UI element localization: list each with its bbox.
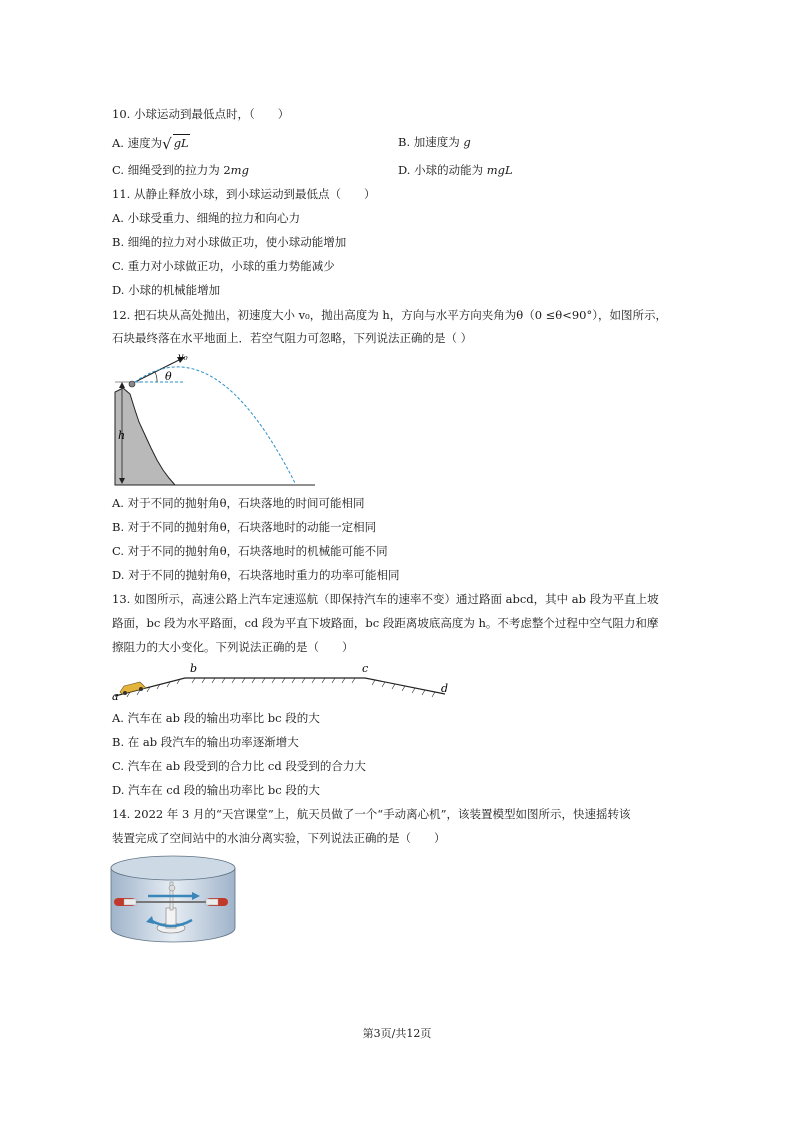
q13-option-d: D. 汽车在 cd 段的输出功率比 bc 段的大	[112, 783, 320, 797]
q10-option-a-prefix: A. 速度为	[112, 136, 163, 150]
q10-stem: 10. 小球运动到最低点时，（ ）	[112, 107, 290, 121]
q10-option-c-prefix: C. 细绳受到的拉力为 2	[112, 163, 231, 177]
q11-option-a: A. 小球受重力、细绳的拉力和向心力	[112, 211, 301, 225]
label-b: b	[190, 662, 198, 675]
q10-option-d	[398, 162, 513, 178]
q13-option-a: A. 汽车在 ab 段的输出功率比 bc 段的大	[112, 711, 320, 725]
sqrt-symbol: √	[162, 135, 172, 153]
q12-option-c: C. 对于不同的抛射角θ，石块落地时的机械能可能不同	[112, 544, 388, 558]
car-icon	[120, 682, 146, 695]
q10-option-b-var: g	[463, 135, 471, 149]
q13-stem-line1: 13. 如图所示，高速公路上汽车定速巡航（即保持汽车的速率不变）通过路面 abcd，其中 ab 段为平直上坡	[112, 592, 659, 606]
label-theta: θ	[165, 370, 172, 383]
q10-option-d-var: mgL	[486, 163, 513, 177]
q11-option-b: B. 细绳的拉力对小球做正功，使小球动能增加	[112, 235, 347, 249]
q10-option-b	[398, 134, 471, 150]
q10-option-d-prefix: D. 小球的动能为	[398, 163, 487, 177]
q13-stem-line3: 擦阻力的大小变化。下列说法正确的是（ ）	[112, 640, 354, 654]
q10-option-a	[112, 134, 190, 152]
label-c: c	[362, 662, 369, 675]
page-number: 第3页/共12页	[362, 1027, 432, 1040]
projectile-figure	[105, 350, 325, 492]
label-a: a	[112, 690, 119, 703]
q10-option-b-prefix: B. 加速度为	[398, 135, 464, 149]
q13-option-c: C. 汽车在 ab 段受到的合力比 cd 段受到的合力大	[112, 759, 366, 773]
q12-option-a: A. 对于不同的抛射角θ，石块落地的时间可能相同	[112, 496, 365, 510]
label-h: h	[118, 429, 126, 442]
label-d: d	[441, 682, 449, 695]
centrifuge-figure	[108, 852, 238, 944]
q11-stem: 11. 从静止释放小球，到小球运动到最低点（ ）	[112, 187, 376, 201]
q12-option-d: D. 对于不同的抛射角θ，石块落地时重力的功率可能相同	[112, 568, 400, 582]
q14-stem-line2: 装置完成了空间站中的水油分离实验，下列说法正确的是（ ）	[112, 831, 446, 845]
q13-stem-line2: 路面，bc 段为水平路面，cd 段为平直下坡路面，bc 段距离坡底高度为 h。不考虑整个过程中空气阻力和摩	[112, 616, 659, 630]
q13-option-b: B. 在 ab 段汽车的输出功率逐渐增大	[112, 735, 299, 749]
q12-option-b: B. 对于不同的抛射角θ，石块落地时的动能一定相同	[112, 520, 377, 534]
velocity-arrow	[137, 358, 183, 381]
q11-option-c: C. 重力对小球做正功，小球的重力势能减少	[112, 259, 335, 273]
stone	[129, 381, 135, 387]
q10-option-c-var: mg	[230, 163, 249, 177]
q10-option-c	[112, 162, 249, 178]
label-v0: v₀	[178, 352, 188, 363]
road-figure	[110, 660, 460, 702]
q11-option-d: D. 小球的机械能增加	[112, 283, 221, 297]
q12-stem-line2: 石块最终落在水平地面上．若空气阻力可忽略，下列说法正确的是（ ）	[112, 331, 473, 345]
q10-option-a-root: gL	[173, 136, 189, 150]
q12-stem-line1: 12. 把石块从高处抛出，初速度大小 v₀，抛出高度为 h，方向与水平方向夹角为θ（0 ≤θ<90°），如图所示，	[112, 308, 667, 322]
road-profile	[115, 678, 445, 696]
q14-stem-line1: 14. 2022 年 3 月的“天宫课堂”上，航天员做了一个“手动离心机”，该装置模型如图所示，快速摇转该	[112, 807, 631, 821]
